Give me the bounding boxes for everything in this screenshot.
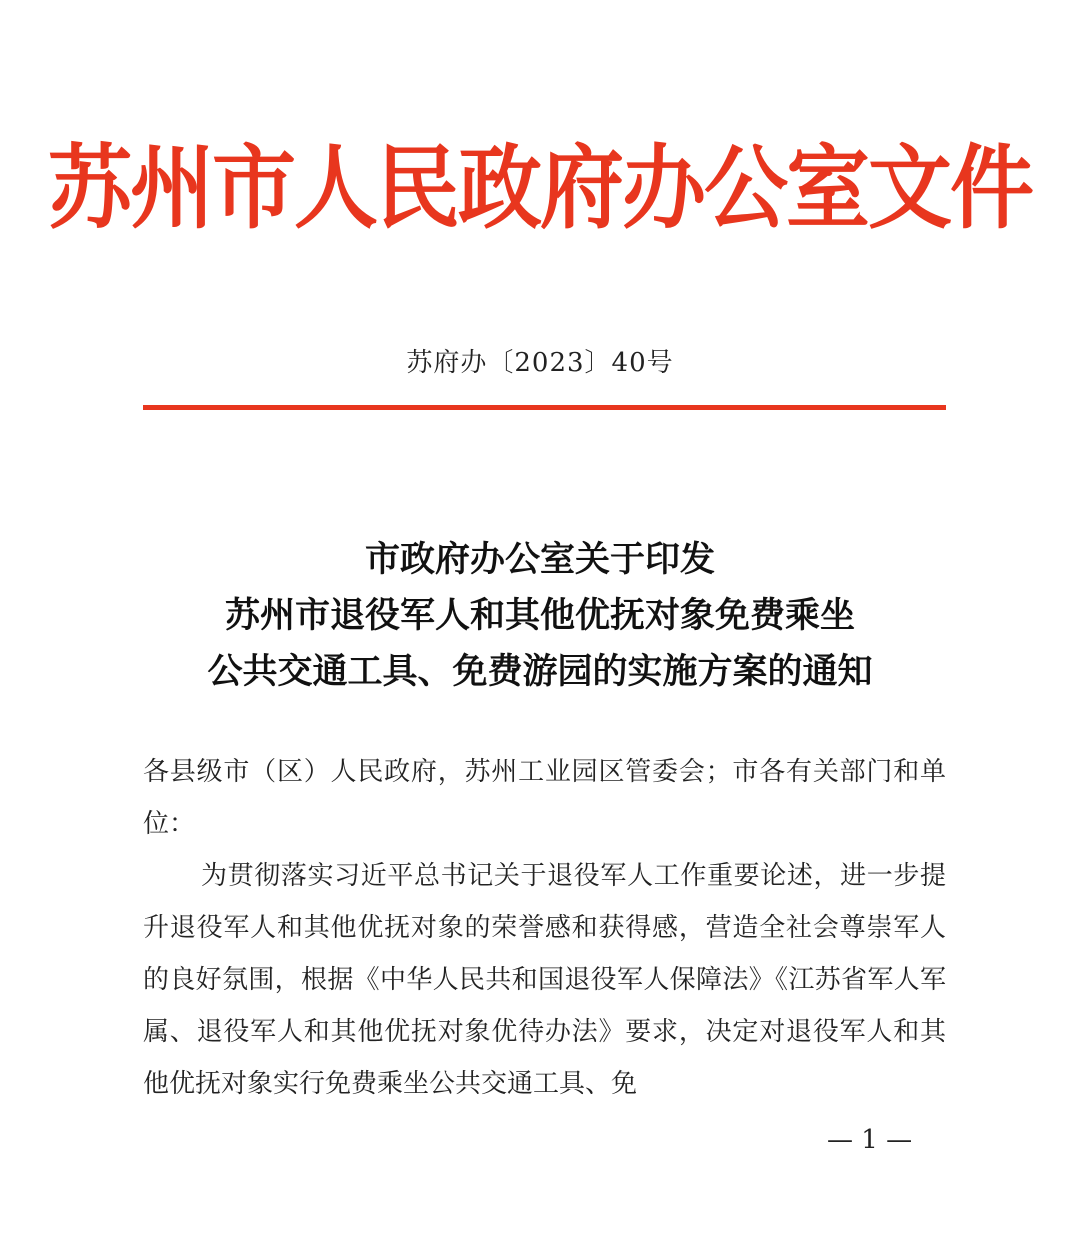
document-number: 苏府办〔2023〕40号 xyxy=(406,348,674,378)
body-paragraph: 为贯彻落实习近平总书记关于退役军人工作重要论述，进一步提升退役军人和其他优抚对象的荣誉感和获得感，营造全社会尊崇军人的良好氛围，根据《中华人民共和国退役军人保障法》《江苏省军人军属、退役军人和其他优抚对象优待办法》要求，决定对退役军人和其他优抚对象实行免费乘坐公共交通工具、免 xyxy=(143,861,946,1099)
red-divider xyxy=(143,405,946,410)
title-line-3: 公共交通工具、免费游园的实施方案的通知 xyxy=(207,651,873,692)
document-body xyxy=(143,746,946,1110)
issuer-title: 苏州市人民政府办公室文件 xyxy=(47,134,1032,241)
salutation: 各县级市（区）人民政府，苏州工业园区管委会；市各有关部门和单位： xyxy=(143,757,946,839)
page-number: — 1 — xyxy=(827,1125,913,1155)
document-title xyxy=(0,532,1080,700)
title-line-2: 苏州市退役军人和其他优抚对象免费乘坐 xyxy=(224,595,855,636)
title-line-1: 市政府办公室关于印发 xyxy=(364,539,715,580)
